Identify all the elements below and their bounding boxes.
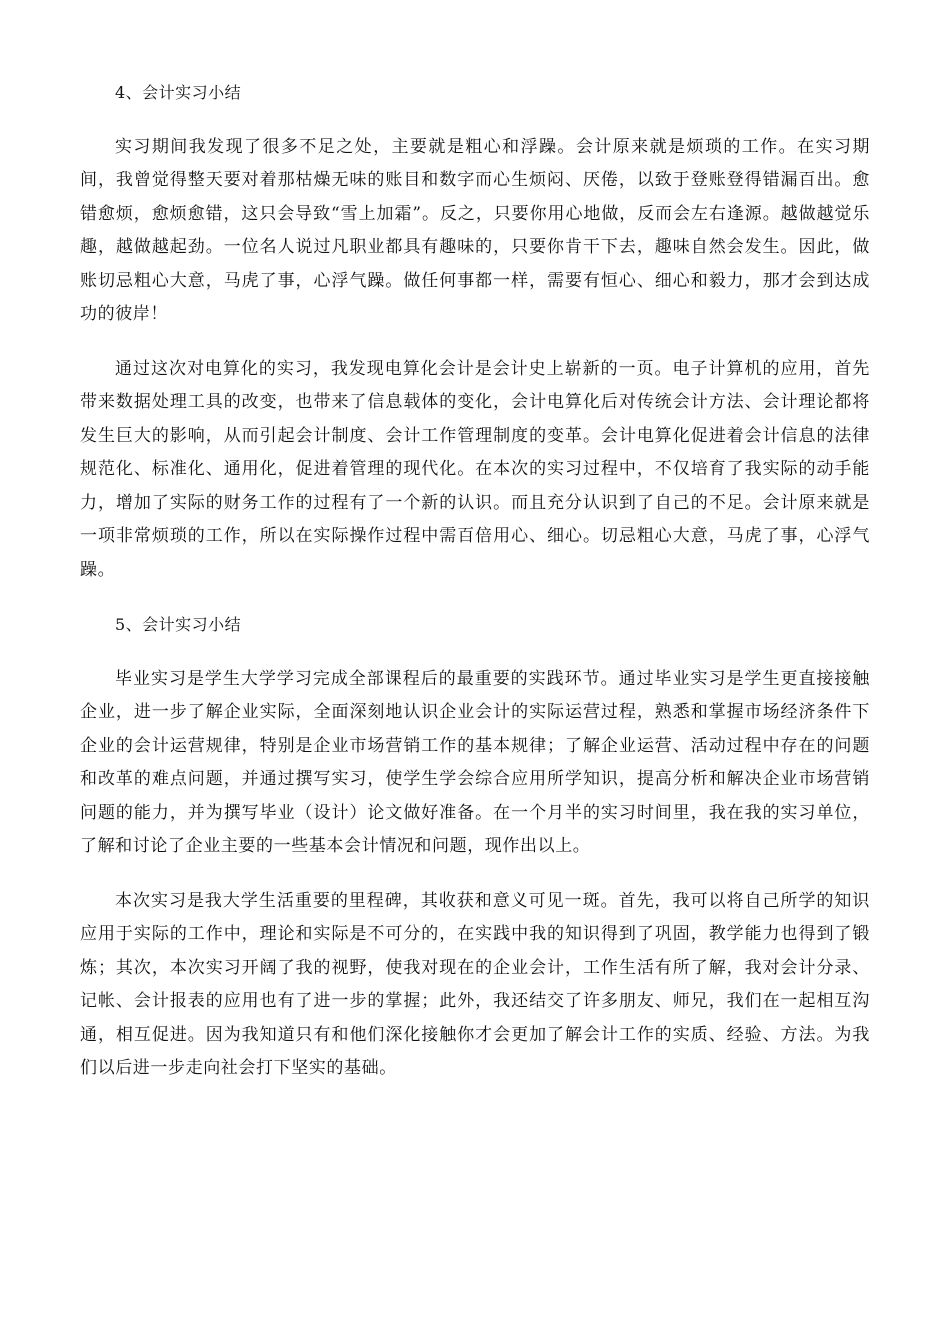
spacer bbox=[80, 642, 870, 663]
spacer bbox=[80, 864, 870, 885]
section-heading-5: 5、会计实习小结 bbox=[115, 615, 242, 634]
document-body bbox=[80, 76, 870, 1086]
spacer bbox=[80, 110, 870, 131]
spacer bbox=[80, 332, 870, 353]
paragraph: 本次实习是我大学生活重要的里程碑，其收获和意义可见一斑。首先，我可以将自己所学的知识应用于实际的工作中，理论和实际是不可分的，在实践中我的知识得到了巩固，教学能力也得到了锻炼；其次，本次实习开阔了我的视野，使我对现在的企业会计，工作生活有所了解，我对会计分录、记帐、会计报表的应用也有了进一步的掌握；此外，我还结交了许多朋友、师兄，我们在一起相互沟通，相互促进。因为我知道只有和他们深化接触你才会更加了解会计工作的实质、经验、方法。为我们以后进一步走向社会打下坚实的基础。 bbox=[80, 890, 870, 1078]
paragraph: 通过这次对电算化的实习，我发现电算化会计是会计史上崭新的一页。电子计算机的应用，首先带来数据处理工具的改变，也带来了信息载体的变化，会计电算化后对传统会计方法、会计理论都将发生巨大的影响，从而引起会计制度、会计工作管理制度的变革。会计电算化促进着会计信息的法律规范化、标准化、通用化，促进着管理的现代化。在本次的实习过程中，不仅培育了我实际的动手能力，增加了实际的财务工作的过程有了一个新的认识。而且充分认识到了自己的不足。会计原来就是一项非常烦琐的工作，所以在实际操作过程中需百倍用心、细心。切忌粗心大意，马虎了事，心浮气躁。 bbox=[80, 358, 870, 580]
spacer bbox=[80, 587, 870, 608]
section-heading-4: 4、会计实习小结 bbox=[115, 83, 242, 102]
paragraph: 实习期间我发现了很多不足之处，主要就是粗心和浮躁。会计原来就是烦琐的工作。在实习期间，我曾觉得整天要对着那枯燥无味的账目和数字而心生烦闷、厌倦，以致于登账登得错漏百出。愈错愈烦，愈烦愈错，这只会导致“雪上加霜”。反之，只要你用心地做，反而会左右逢源。越做越觉乐趣，越做越起劲。一位名人说过凡职业都具有趣味的，只要你肯干下去，趣味自然会发生。因此，做账切忌粗心大意，马虎了事，心浮气躁。做任何事都一样，需要有恒心、细心和毅力，那才会到达成功的彼岸！ bbox=[80, 136, 870, 324]
paragraph: 毕业实习是学生大学学习完成全部课程后的最重要的实践环节。通过毕业实习是学生更直接接触企业，进一步了解企业实际，全面深刻地认识企业会计的实际运营过程，熟悉和掌握市场经济条件下企业的会计运营规律，特别是企业市场营销工作的基本规律；了解企业运营、活动过程中存在的问题和改革的难点问题，并通过撰写实习，使学生学会综合应用所学知识，提高分析和解决企业市场营销问题的能力，并为撰写毕业（设计）论文做好准备。在一个月半的实习时间里，我在我的实习单位，了解和讨论了企业主要的一些基本会计情况和问题，现作出以上。 bbox=[80, 668, 870, 856]
